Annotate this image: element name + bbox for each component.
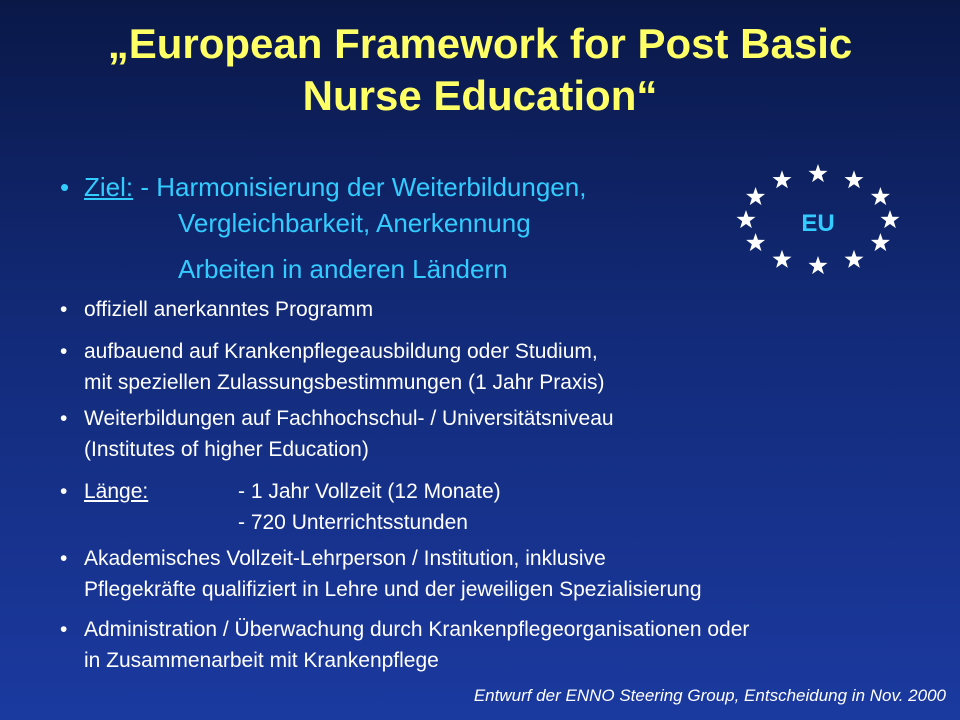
bullet-dot: • [60,547,68,570]
bullet-dot: • [60,480,68,503]
eu-star-icon [880,210,899,228]
eu-star-icon [772,170,791,188]
eu-star-icon [746,187,765,205]
bullet-dot: • [60,172,70,202]
duration-label: Länge: [84,480,149,503]
footer-note: Entwurf der ENNO Steering Group, Entscheidung in Nov. 2000 [473,686,946,705]
bullet-text-line-2: mit speziellen Zulassungsbestimmungen (1 Jahr Praxis) [84,371,605,394]
eu-star-icon [844,250,863,268]
eu-star-icon [871,187,890,205]
eu-stars-emblem [736,164,900,276]
eu-star-icon [736,210,755,228]
bullet-dot: • [60,298,68,321]
eu-star-icon [808,164,827,182]
duration-line-1: - 1 Jahr Vollzeit (12 Monate) [238,480,501,503]
duration-line-2: - 720 Unterrichtsstunden [238,511,468,534]
bullet-dot: • [60,618,68,641]
ziel-line-1: - Harmonisierung der Weiterbildungen, [133,172,587,202]
bullet-text: offiziell anerkanntes Programm [84,298,374,321]
ziel-line-3: Arbeiten in anderen Ländern [178,254,508,284]
bullet-dot: • [60,340,68,363]
bullet-text-line-1: Akademisches Vollzeit-Lehrperson / Institution, inklusive [84,547,606,570]
bullet-text-line-2: Pflegekräfte qualifiziert in Lehre und der jeweiligen Spezialisierung [84,578,702,601]
ziel-line-2: Vergleichbarkeit, Anerkennung [178,208,531,238]
eu-star-icon [746,233,765,251]
bullet-text-line-2: (Institutes of higher Education) [84,438,369,461]
bullet-text-line-1: aufbauend auf Krankenpflegeausbildung oder Studium, [84,340,598,363]
title-line-1: „European Framework for Post Basic [107,20,853,67]
ziel-bullet [60,170,586,204]
bullet-text-line-1: Administration / Überwachung durch Krankenpflegeorganisationen oder [84,618,750,641]
eu-star-icon [808,256,827,274]
ziel-label: Ziel: [84,172,134,202]
bullet-text-line-1: Weiterbildungen auf Fachhochschul- / Universitätsniveau [84,407,614,430]
eu-star-icon [772,250,791,268]
eu-label: EU [801,210,835,237]
bullet-text-line-2: in Zusammenarbeit mit Krankenpflege [84,649,439,672]
bullet-dot: • [60,407,68,430]
slide-title [0,18,960,122]
title-line-2: Nurse Education“ [302,72,658,119]
eu-star-icon [871,233,890,251]
eu-star-icon [844,170,863,188]
